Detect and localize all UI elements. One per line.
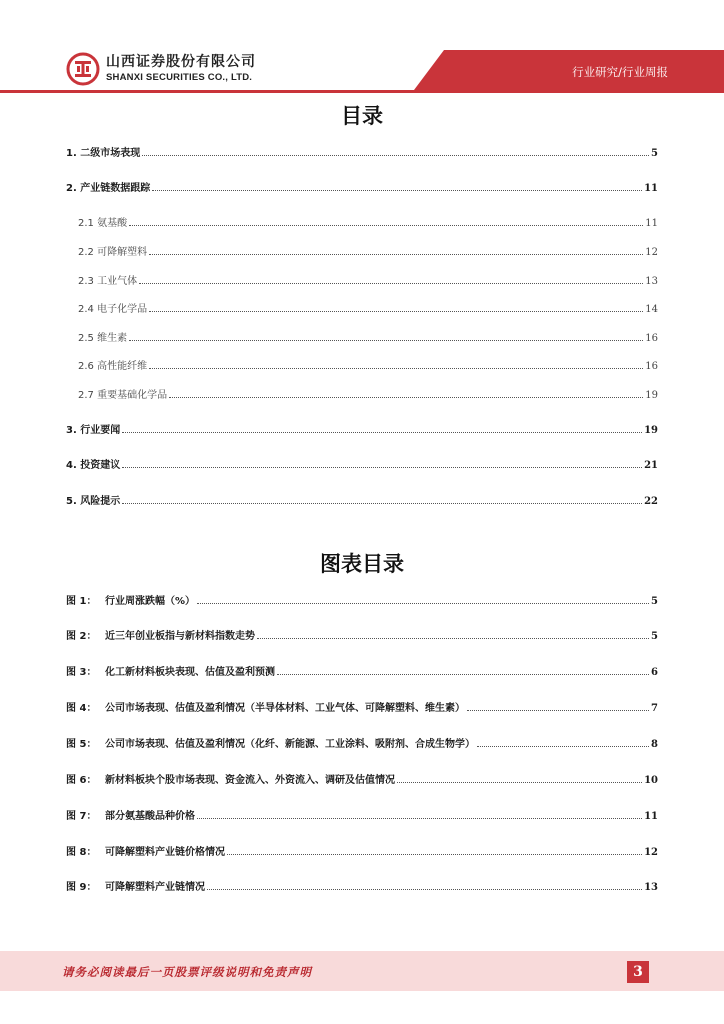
toc-leader-dots — [122, 431, 642, 433]
page-number: 3 — [627, 961, 649, 983]
footer-disclaimer: 请务必阅读最后一页股票评级说明和免责声明 — [62, 965, 312, 979]
toc-entry-label: 2.7 重要基础化学品 — [78, 390, 168, 401]
toc-subentry[interactable] — [78, 303, 658, 316]
toc-title: 目录 — [341, 104, 383, 128]
figure-entry-number: 图 7： — [66, 811, 97, 822]
toc-leader-dots — [197, 817, 642, 819]
figure-entry-number: 图 8： — [66, 847, 97, 858]
toc-leader-dots — [197, 602, 649, 604]
toc-entry-page: 5 — [651, 148, 658, 159]
page-header — [0, 0, 724, 95]
toc-entry[interactable] — [66, 495, 658, 508]
figure-entry-label: 近三年创业板指与新材料指数走势 — [105, 631, 255, 642]
figure-entry[interactable] — [66, 630, 658, 643]
toc-leader-dots — [477, 745, 649, 747]
toc-leader-dots — [149, 367, 643, 369]
figure-entry-number: 图 4： — [66, 703, 97, 714]
header-divider — [0, 90, 724, 93]
figure-entry-label: 新材料板块个股市场表现、资金流入、外资流入、调研及估值情况 — [105, 775, 395, 786]
toc-entry-label: 1. 二级市场表现 — [66, 148, 141, 159]
toc-entry-page: 12 — [645, 247, 658, 258]
figure-entry-label: 可降解塑料产业链价格情况 — [105, 847, 225, 858]
toc-leader-dots — [467, 709, 649, 711]
figure-entry-label: 公司市场表现、估值及盈利情况（化纤、新能源、工业涂料、吸附剂、合成生物学） — [105, 739, 475, 750]
toc-entry-page: 16 — [645, 361, 658, 372]
toc-entry-page: 11 — [644, 183, 658, 194]
figure-entry-label: 部分氨基酸品种价格 — [105, 811, 195, 822]
toc-subentry[interactable] — [78, 275, 658, 288]
toc-leader-dots — [149, 310, 643, 312]
toc-leader-dots — [227, 853, 642, 855]
company-name-en: SHANXI SECURITIES CO., LTD. — [106, 72, 253, 84]
toc-entry[interactable] — [66, 424, 658, 437]
header-tab-shape — [414, 50, 724, 90]
toc-entry-page: 19 — [644, 425, 658, 436]
figure-entry-number: 图 3： — [66, 667, 97, 678]
figure-entry-number: 图 9： — [66, 882, 97, 893]
figure-entry-label: 行业周涨跌幅（%） — [105, 596, 196, 607]
figure-entry[interactable] — [66, 738, 658, 751]
figure-entry[interactable] — [66, 810, 658, 823]
page-footer — [0, 951, 724, 991]
toc-leader-dots — [139, 282, 643, 284]
company-logo — [66, 52, 256, 86]
figure-entry[interactable] — [66, 846, 658, 859]
figure-entry-page: 11 — [644, 811, 658, 822]
toc-entry[interactable] — [66, 182, 658, 195]
toc-leader-dots — [142, 154, 649, 156]
toc-entry-page: 22 — [644, 496, 658, 507]
toc-subentry[interactable] — [78, 217, 658, 230]
company-logo-icon — [66, 52, 100, 86]
figure-entry-page: 5 — [651, 596, 658, 607]
figure-entry-page: 7 — [651, 703, 658, 714]
figure-entry-page: 8 — [651, 739, 658, 750]
toc-leader-dots — [257, 637, 649, 639]
toc-entry-label: 2.5 维生素 — [78, 333, 128, 344]
figure-entry-number: 图 5： — [66, 739, 97, 750]
toc-subentry[interactable] — [78, 389, 658, 402]
figure-entry-number: 图 1： — [66, 596, 97, 607]
toc-entry-label: 2.3 工业气体 — [78, 276, 138, 287]
figure-entry-number: 图 6： — [66, 775, 97, 786]
figure-entry-label: 化工新材料板块表现、估值及盈利预测 — [105, 667, 275, 678]
figure-entry[interactable] — [66, 702, 658, 715]
report-category: 行业研究/行业周报 — [572, 65, 668, 79]
toc-entry-page: 13 — [645, 276, 658, 287]
toc-leader-dots — [397, 781, 642, 783]
toc-leader-dots — [129, 224, 643, 226]
toc-leader-dots — [207, 888, 642, 890]
figure-entry-page: 10 — [644, 775, 658, 786]
toc-entry-page: 16 — [645, 333, 658, 344]
toc-leader-dots — [129, 339, 643, 341]
toc-entry-label: 5. 风险提示 — [66, 496, 121, 507]
toc-entry-page: 21 — [644, 460, 658, 471]
toc-entry-label: 2.4 电子化学品 — [78, 304, 148, 315]
toc-entry-page: 11 — [645, 218, 658, 229]
toc-entry-page: 14 — [645, 304, 658, 315]
figure-entry-label: 公司市场表现、估值及盈利情况（半导体材料、工业气体、可降解塑料、维生素） — [105, 703, 465, 714]
figure-index-title: 图表目录 — [320, 552, 404, 576]
figure-entry[interactable] — [66, 881, 658, 894]
toc-leader-dots — [277, 673, 649, 675]
toc-entry-label: 2. 产业链数据跟踪 — [66, 183, 151, 194]
toc-entry-page: 19 — [645, 390, 658, 401]
toc-leader-dots — [149, 253, 643, 255]
figure-entry[interactable] — [66, 666, 658, 679]
toc-subentry[interactable] — [78, 360, 658, 373]
toc-entry[interactable] — [66, 147, 658, 160]
toc-subentry[interactable] — [78, 332, 658, 345]
report-category-tab — [414, 50, 724, 90]
toc-subentry[interactable] — [78, 246, 658, 259]
figure-entry-page: 12 — [644, 847, 658, 858]
toc-leader-dots — [122, 502, 642, 504]
figure-entry-number: 图 2： — [66, 631, 97, 642]
figure-entry[interactable] — [66, 595, 658, 608]
toc-entry-label: 2.6 高性能纤维 — [78, 361, 148, 372]
figure-entry-page: 6 — [651, 667, 658, 678]
figure-entry-page: 13 — [644, 882, 658, 893]
toc-leader-dots — [169, 396, 643, 398]
toc-entry-label: 2.1 氨基酸 — [78, 218, 128, 229]
toc-leader-dots — [152, 189, 642, 191]
figure-entry[interactable] — [66, 774, 658, 787]
figure-entry-label: 可降解塑料产业链情况 — [105, 882, 205, 893]
toc-entry-label: 4. 投资建议 — [66, 460, 121, 471]
toc-leader-dots — [122, 466, 642, 468]
toc-entry[interactable] — [66, 459, 658, 472]
figure-entry-page: 5 — [651, 631, 658, 642]
toc-entry-label: 2.2 可降解塑料 — [78, 247, 148, 258]
company-name-cn: 山西证券股份有限公司 — [106, 54, 256, 71]
toc-entry-label: 3. 行业要闻 — [66, 425, 121, 436]
